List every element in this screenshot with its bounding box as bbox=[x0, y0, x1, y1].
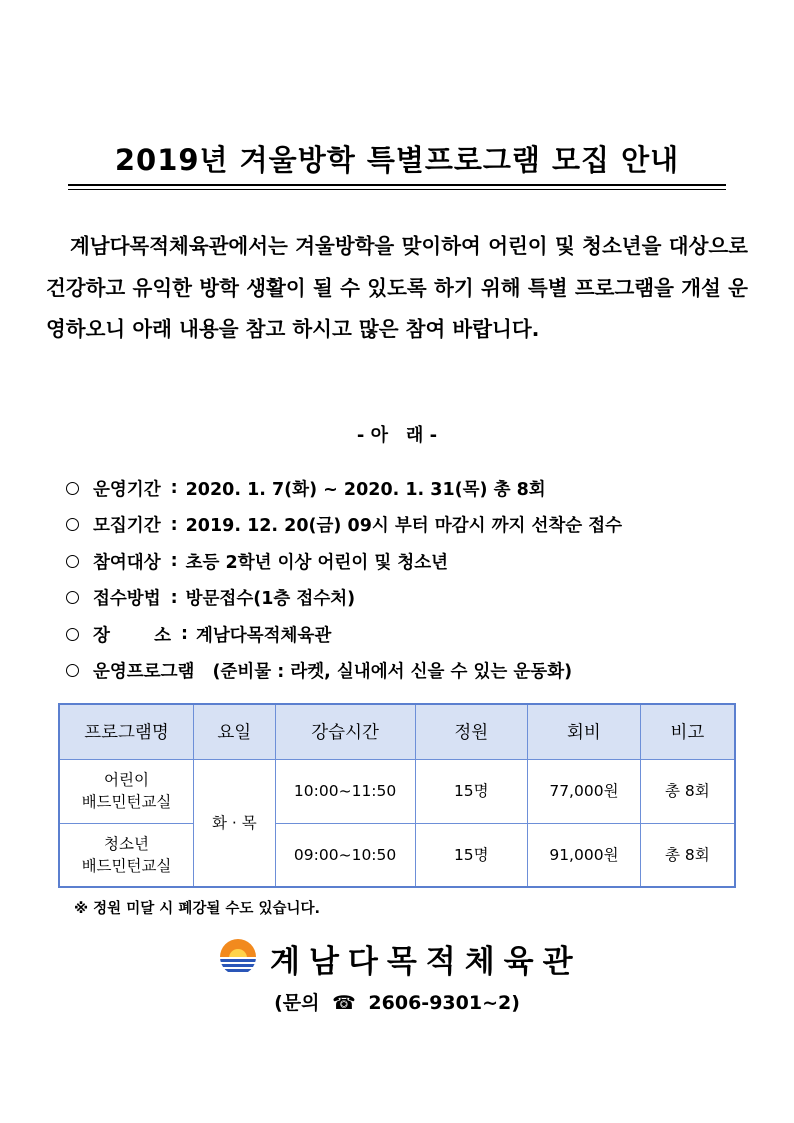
info-label-char: 장 bbox=[93, 625, 110, 646]
below-heading: - 아 래 - bbox=[356, 425, 438, 446]
column-header: 강습시간 bbox=[275, 704, 415, 759]
program-table bbox=[58, 703, 736, 888]
capacity-cell: 15명 bbox=[415, 759, 528, 823]
colon-separator: : bbox=[170, 587, 178, 608]
list-item bbox=[66, 653, 766, 690]
info-value: 2019. 12. 20(금) 09시 부터 마감시 까지 선착순 접수 bbox=[185, 516, 623, 537]
program-name-line: 배드민턴교실 bbox=[81, 793, 172, 811]
circle-bullet-icon bbox=[66, 555, 79, 568]
org-block bbox=[218, 936, 582, 981]
colon-separator: : bbox=[181, 624, 188, 645]
table-header-row bbox=[59, 704, 735, 759]
info-value: 방문접수(1층 접수처) bbox=[185, 589, 356, 610]
circle-bullet-icon bbox=[66, 518, 79, 531]
list-item bbox=[66, 470, 766, 507]
contact-prefix: (문의 bbox=[274, 992, 320, 1014]
intro-paragraph: 계남다목적체육관에서는 겨울방학을 맞이하여 어린이 및 청소년을 대상으로 건강하고 유익한 방학 생활이 될 수 있도록 하기 위해 특별 프로그램을 개설 운영하오니 아래 내용을 참고 하시고 많은 참여 바랍니다. bbox=[46, 234, 748, 341]
info-label: 모집기간 bbox=[93, 516, 161, 537]
circle-bullet-icon bbox=[66, 664, 79, 677]
colon-separator: : bbox=[170, 551, 178, 572]
info-label bbox=[93, 622, 171, 647]
page-title: 2019년 겨울방학 특별프로그램 모집 안내 bbox=[114, 143, 680, 177]
colon-separator: : bbox=[170, 514, 178, 535]
title-underline-thin bbox=[68, 189, 726, 190]
title-block bbox=[68, 138, 726, 190]
phone-icon: ☎ bbox=[332, 992, 356, 1014]
day-cell: 화 · 목 bbox=[193, 759, 275, 887]
info-label: 운영기간 bbox=[93, 479, 161, 500]
contact-line bbox=[0, 988, 794, 1015]
column-header: 요일 bbox=[193, 704, 275, 759]
circle-bullet-icon bbox=[66, 591, 79, 604]
time-cell: 10:00~11:50 bbox=[275, 759, 415, 823]
footnote: ※ 정원 미달 시 폐강될 수도 있습니다. bbox=[74, 901, 320, 917]
info-list bbox=[66, 470, 766, 689]
info-label: 운영프로그램 bbox=[93, 662, 195, 683]
org-name: 계남다목적체육관 bbox=[270, 944, 582, 980]
program-name-cell bbox=[59, 823, 193, 887]
column-header: 프로그램명 bbox=[59, 704, 193, 759]
info-value: 초등 2학년 이상 어린이 및 청소년 bbox=[185, 552, 449, 573]
sunrise-over-water-logo-icon bbox=[218, 937, 258, 981]
list-item bbox=[66, 507, 766, 544]
colon-separator: : bbox=[170, 478, 178, 499]
note-cell: 총 8회 bbox=[640, 759, 735, 823]
table-row bbox=[59, 823, 735, 887]
column-header: 회비 bbox=[528, 704, 641, 759]
capacity-cell: 15명 bbox=[415, 823, 528, 887]
column-header: 비고 bbox=[640, 704, 735, 759]
column-header: 정원 bbox=[415, 704, 528, 759]
info-label: 접수방법 bbox=[93, 589, 161, 610]
circle-bullet-icon bbox=[66, 628, 79, 641]
supplies-note: (준비물 : 라켓, 실내에서 신을 수 있는 운동화) bbox=[212, 662, 573, 683]
program-name-line: 청소년 bbox=[104, 834, 149, 853]
title-underline bbox=[68, 184, 726, 186]
time-cell: 09:00~10:50 bbox=[275, 823, 415, 887]
circle-bullet-icon bbox=[66, 482, 79, 495]
fee-cell: 77,000원 bbox=[528, 759, 641, 823]
info-label: 참여대상 bbox=[93, 552, 161, 573]
program-name-line: 배드민턴교실 bbox=[81, 856, 172, 875]
list-item bbox=[66, 616, 766, 653]
program-name-cell bbox=[59, 759, 193, 823]
phone-number: 2606-9301~2) bbox=[368, 992, 520, 1014]
note-cell: 총 8회 bbox=[640, 823, 735, 887]
info-value: 계남다목적체육관 bbox=[196, 625, 332, 646]
info-label-char: 소 bbox=[154, 625, 171, 646]
program-name-line: 어린이 bbox=[104, 771, 149, 789]
list-item bbox=[66, 543, 766, 580]
table-row bbox=[59, 759, 735, 823]
list-item bbox=[66, 580, 766, 617]
fee-cell: 91,000원 bbox=[528, 823, 641, 887]
info-value: 2020. 1. 7(화) ~ 2020. 1. 31(목) 총 8회 bbox=[185, 479, 546, 500]
